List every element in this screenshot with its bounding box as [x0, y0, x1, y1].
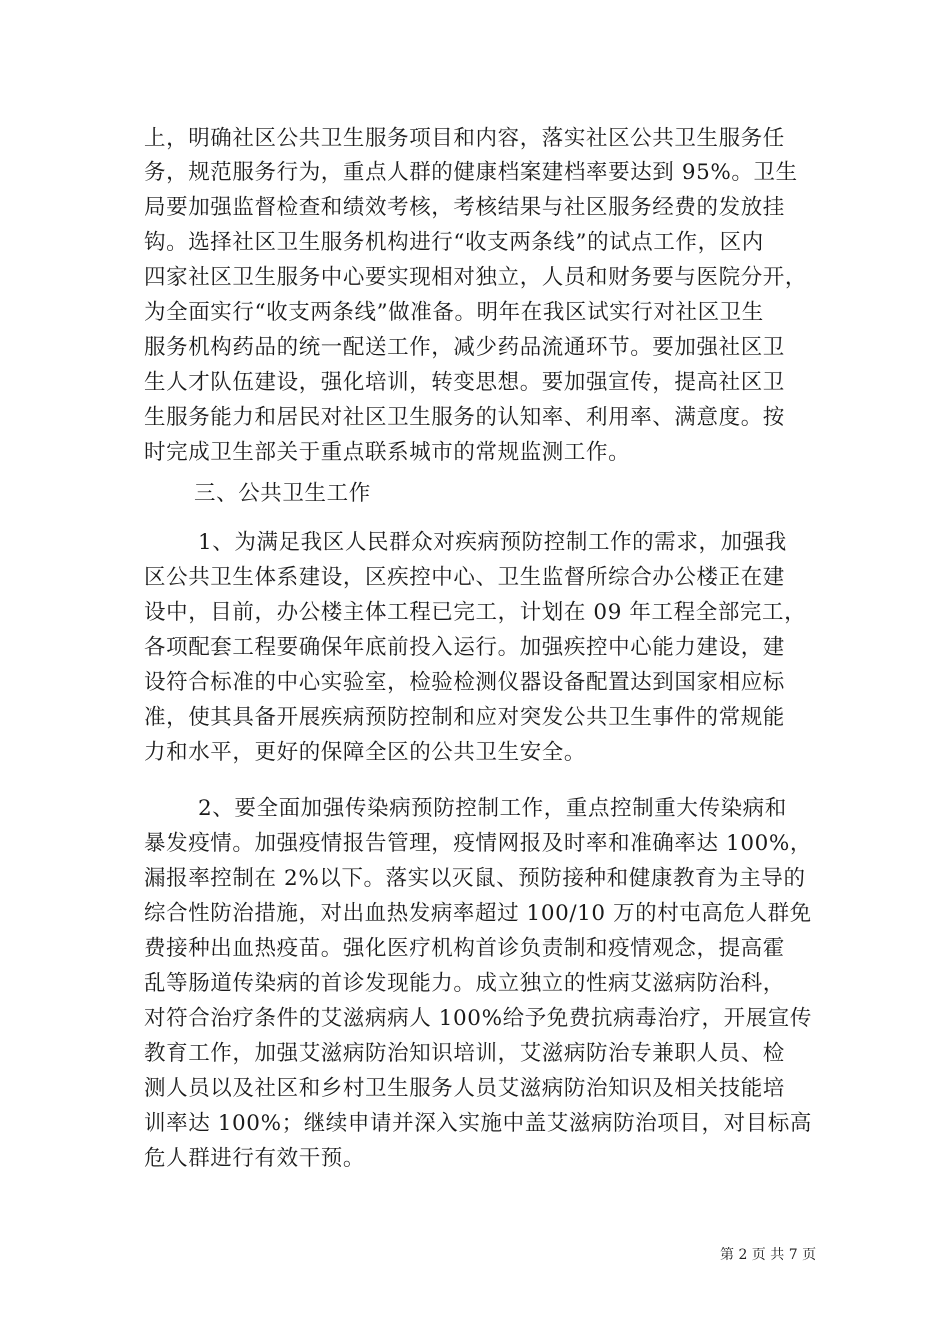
- body-line: 务，规范服务行为，重点人群的健康档案建档率要达到 95%。卫生: [144, 160, 798, 185]
- body-line: 训率达 100%；继续申请并深入实施中盖艾滋病防治项目，对目标高: [144, 1111, 813, 1136]
- body-line: 乱等肠道传染病的首诊发现能力。成立独立的性病艾滋病防治科，: [144, 971, 785, 996]
- body-line: 局要加强监督检查和绩效考核，考核结果与社区服务经费的发放挂: [144, 195, 785, 220]
- body-line: 测人员以及社区和乡村卫生服务人员艾滋病防治知识及相关技能培: [144, 1076, 785, 1101]
- body-line: 生服务能力和居民对社区卫生服务的认知率、利用率、满意度。按: [144, 405, 785, 430]
- body-line: 设中，目前，办公楼主体工程已完工，计划在 09 年工程全部完工，: [144, 600, 807, 625]
- body-line: 2、要全面加强传染病预防控制工作，重点控制重大传染病和: [198, 796, 787, 821]
- body-line: 生人才队伍建设，强化培训，转变思想。要加强宣传，提高社区卫: [144, 370, 785, 395]
- body-line: 区公共卫生体系建设，区疾控中心、卫生监督所综合办公楼正在建: [144, 565, 785, 590]
- body-line: 力和水平，更好的保障全区的公共卫生安全。: [144, 740, 587, 765]
- body-line: 服务机构药品的统一配送工作，减少药品流通环节。要加强社区卫: [144, 335, 785, 360]
- body-line: 上，明确社区公共卫生服务项目和内容，落实社区公共卫生服务任: [144, 126, 785, 151]
- body-line: 漏报率控制在 2%以下。落实以灭鼠、预防接种和健康教育为主导的: [144, 866, 806, 891]
- section-heading: 三、公共卫生工作: [194, 481, 371, 506]
- body-line: 时完成卫生部关于重点联系城市的常规监测工作。: [144, 440, 631, 465]
- body-line: 教育工作，加强艾滋病防治知识培训，艾滋病防治专兼职人员、检: [144, 1041, 785, 1066]
- body-line: 设符合标准的中心实验室，检验检测仪器设备配置达到国家相应标: [144, 670, 785, 695]
- body-line: 1、为满足我区人民群众对疾病预防控制工作的需求，加强我: [198, 530, 787, 555]
- page-number: 第 2 页 共 7 页: [720, 1247, 817, 1263]
- body-line: 为全面实行“收支两条线”做准备。明年在我区试实行对社区卫生: [144, 300, 764, 325]
- body-line: 对符合治疗条件的艾滋病病人 100%给予免费抗病毒治疗，开展宣传: [144, 1006, 813, 1031]
- body-line: 暴发疫情。加强疫情报告管理，疫情网报及时率和准确率达 100%，: [144, 831, 813, 856]
- body-line: 综合性防治措施，对出血热发病率超过 100/10 万的村屯高危人群免: [144, 901, 812, 926]
- body-line: 准，使其具备开展疾病预防控制和应对突发公共卫生事件的常规能: [144, 705, 785, 730]
- body-line: 四家社区卫生服务中心要实现相对独立，人员和财务要与医院分开，: [144, 265, 808, 290]
- body-line: 钩。选择社区卫生服务机构进行“收支两条线”的试点工作，区内: [144, 230, 764, 255]
- body-line: 费接种出血热疫苗。强化医疗机构首诊负责制和疫情观念，提高霍: [144, 936, 785, 961]
- body-line: 各项配套工程要确保年底前投入运行。加强疾控中心能力建设，建: [144, 635, 785, 660]
- body-line: 危人群进行有效干预。: [144, 1146, 366, 1171]
